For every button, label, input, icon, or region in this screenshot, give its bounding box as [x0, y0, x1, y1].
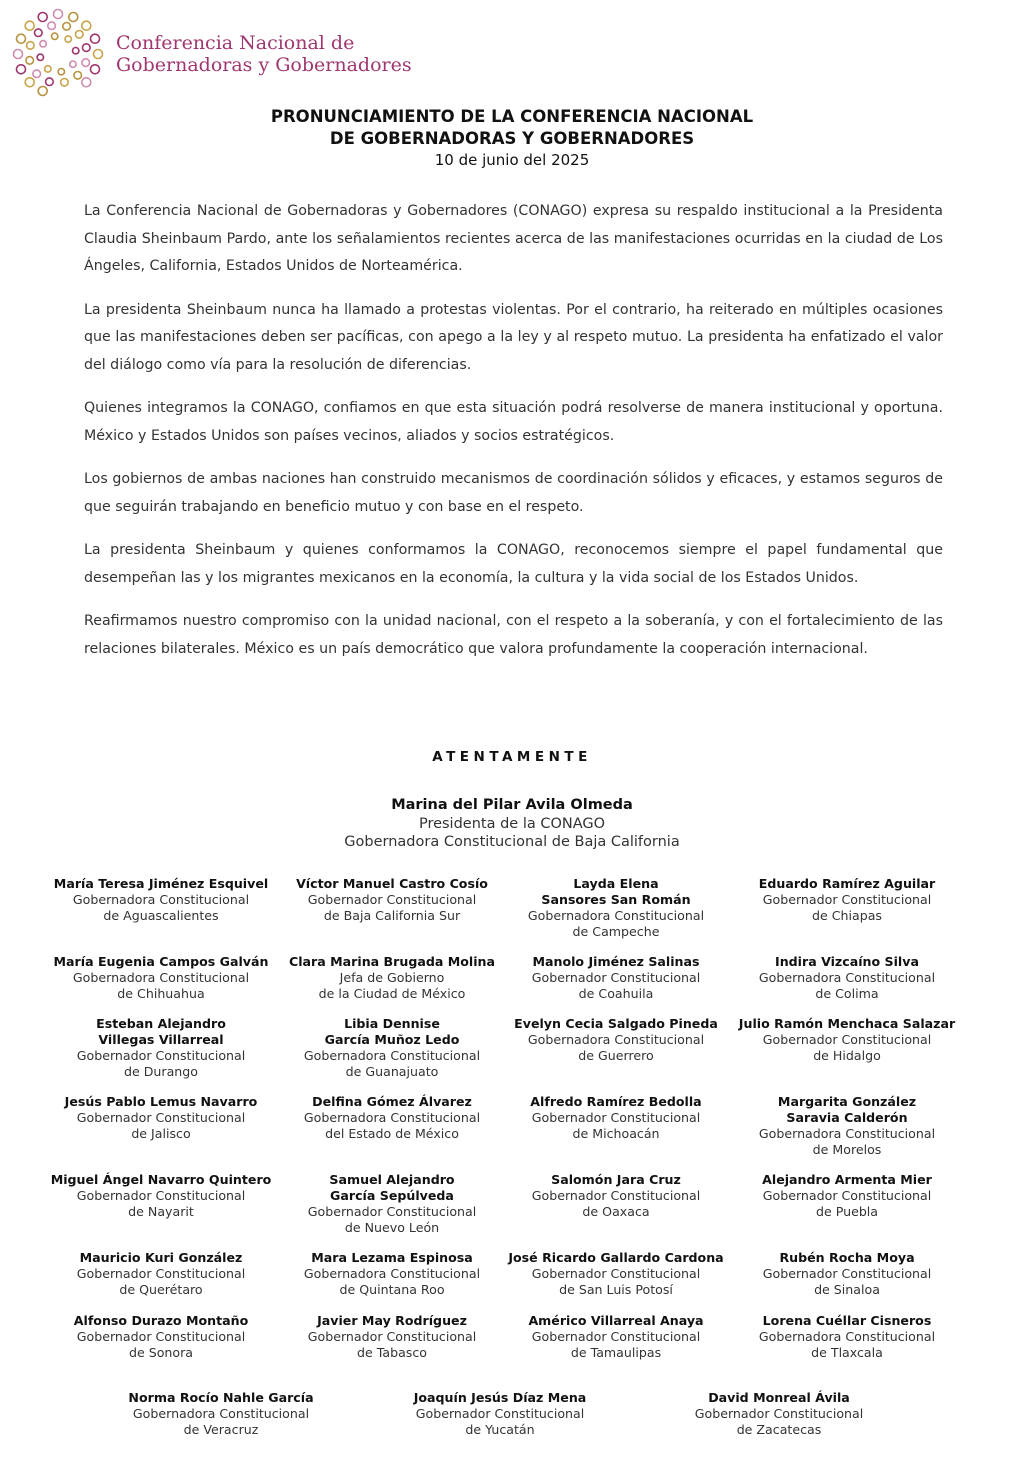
signatory: [717, 1313, 977, 1361]
signatory-role: Gobernadora Constitucional: [303, 1048, 481, 1063]
signatory-role: Gobernadora Constitucional: [303, 1266, 481, 1281]
signatory-role: de Morelos: [812, 1142, 882, 1157]
signatory: [31, 1172, 291, 1220]
signatory-name: Alfredo Ramírez Bedolla: [530, 1094, 702, 1109]
signatory-role: de Sinaloa: [814, 1282, 880, 1297]
signatory-role: Gobernadora Constitucional: [527, 1032, 705, 1047]
signatory: [262, 1250, 522, 1298]
signatory: [717, 1172, 977, 1220]
signatory-role: Gobernador Constitucional: [76, 1329, 246, 1344]
signatory-name: Jesús Pablo Lemus Navarro: [64, 1094, 258, 1109]
organization-name-line2: Gobernadoras y Gobernadores: [116, 54, 412, 76]
signatory-role: Gobernador Constitucional: [762, 1188, 932, 1203]
signatory-name: María Eugenia Campos Galván: [53, 954, 269, 969]
signatory: [31, 954, 291, 1002]
signatory-role: Gobernadora Constitucional: [758, 970, 936, 985]
signatory-name: García Sepúlveda: [330, 1188, 454, 1203]
signatory: [649, 1390, 909, 1438]
signatory: [31, 1016, 291, 1080]
signatory-role: Gobernador Constitucional: [531, 1188, 701, 1203]
signatory: [370, 1390, 630, 1438]
organization-name: [116, 32, 412, 76]
signatory-name: María Teresa Jiménez Esquivel: [53, 876, 269, 891]
signatory: [486, 1094, 746, 1142]
signatory-role: de Michoacán: [572, 1126, 660, 1141]
signatory: [486, 954, 746, 1002]
signatory-role: de Tlaxcala: [811, 1345, 883, 1360]
signatory: [486, 1016, 746, 1064]
signatory-role: de Veracruz: [183, 1422, 259, 1437]
signatory-role: de Chihuahua: [117, 986, 205, 1001]
president-signature: [0, 796, 1024, 851]
signatory-role: de Querétaro: [119, 1282, 203, 1297]
signatory: [717, 1016, 977, 1064]
signatory-role: de Colima: [815, 986, 879, 1001]
signatory-role: Gobernadora Constitucional: [758, 1329, 936, 1344]
signatory-role: Gobernador Constitucional: [762, 1032, 932, 1047]
signatory-role: de Quintana Roo: [339, 1282, 445, 1297]
conago-logo: [10, 6, 106, 102]
signatory-role: de Aguascalientes: [103, 908, 219, 923]
paragraph: La presidenta Sheinbaum y quienes conformamos la CONAGO, reconocemos siempre el papel fundamental que desempeñan las y los migrantes mexicanos en la economía, la cultura y la vida social de los Estados Unidos.: [84, 542, 943, 586]
president-state-role: Gobernadora Constitucional de Baja California: [344, 834, 680, 850]
signatory-name: David Monreal Ávila: [708, 1390, 850, 1405]
signatory-role: de Zacatecas: [736, 1422, 822, 1437]
paragraph: Reafirmamos nuestro compromiso con la unidad nacional, con el respeto a la soberanía, y con el fortalecimiento de las relaciones bilaterales. México es un país democrático que valora profundamente la cooperación internacional.: [84, 613, 943, 657]
signatory: [717, 1250, 977, 1298]
signatory-role: Gobernador Constitucional: [762, 1266, 932, 1281]
signatory-role: Gobernador Constitucional: [76, 1266, 246, 1281]
signatory-role: Gobernador Constitucional: [307, 892, 477, 907]
signatory-role: de Coahuila: [578, 986, 654, 1001]
signatory-role: de Nayarit: [128, 1204, 194, 1219]
signatory-role: Gobernadora Constitucional: [758, 1126, 936, 1141]
signatory-name: Evelyn Cecia Salgado Pineda: [514, 1016, 718, 1031]
signatory-name: Alfonso Durazo Montaño: [73, 1313, 249, 1328]
document-body: [84, 198, 943, 679]
signatory: [717, 876, 977, 924]
signatory-role: de Nuevo León: [344, 1220, 440, 1235]
signatory-role: Gobernadora Constitucional: [527, 908, 705, 923]
signatory-role: Gobernador Constitucional: [76, 1110, 246, 1125]
signatory-role: de Oaxaca: [582, 1204, 650, 1219]
signatory-name: José Ricardo Gallardo Cardona: [508, 1250, 724, 1265]
signatory: [31, 876, 291, 924]
signatory-role: Gobernador Constitucional: [531, 1266, 701, 1281]
signatory-name: Norma Rocío Nahle García: [128, 1390, 314, 1405]
signatory-role: Gobernador Constitucional: [531, 1110, 701, 1125]
signatory-role: de Hidalgo: [813, 1048, 881, 1063]
signatory-name: Delfina Gómez Álvarez: [312, 1094, 472, 1109]
signatory-role: Gobernadora Constitucional: [72, 892, 250, 907]
signatory: [717, 954, 977, 1002]
paragraph: La presidenta Sheinbaum nunca ha llamado a protestas violentas. Por el contrario, ha reiterado en múltiples ocasiones que las manifestaciones deben ser pacíficas, con apego a la ley y al respeto mutuo. La presidenta ha enfatizado el valor del diálogo como vía para la resolución de diferencias.: [84, 301, 943, 373]
signatory-name: Lorena Cuéllar Cisneros: [762, 1313, 932, 1328]
president-name: Marina del Pilar Avila Olmeda: [391, 797, 633, 813]
signatory: [262, 1016, 522, 1080]
signatory-role: de Sonora: [128, 1345, 194, 1360]
signatory: [486, 1250, 746, 1298]
signatory-name: Víctor Manuel Castro Cosío: [296, 876, 488, 891]
document-heading: [0, 106, 1024, 170]
signatory-role: de Campeche: [572, 924, 660, 939]
signatory-role: de Durango: [123, 1064, 198, 1079]
signatory-role: de Yucatán: [465, 1422, 535, 1437]
signatory-role: Gobernadora Constitucional: [132, 1406, 310, 1421]
signatory-role: de Tabasco: [357, 1345, 427, 1360]
signatory-name: Margarita González: [777, 1094, 917, 1109]
document-date: 10 de junio del 2025: [434, 151, 590, 169]
signatory-name: Rubén Rocha Moya: [779, 1250, 915, 1265]
signatory: [262, 1094, 522, 1142]
signatory-name: Joaquín Jesús Díaz Mena: [413, 1390, 587, 1405]
signatory-role: Gobernador Constitucional: [694, 1406, 864, 1421]
signatory-role: de la Ciudad de México: [318, 986, 466, 1001]
signatory-role: de Puebla: [815, 1204, 879, 1219]
signatory-role: Gobernadora Constitucional: [303, 1110, 481, 1125]
signatory-name: Samuel Alejandro: [329, 1172, 455, 1187]
signatory-name: Sansores San Román: [541, 892, 691, 907]
closing-salutation: ATENTAMENTE: [432, 749, 592, 765]
signatory: [31, 1313, 291, 1361]
signatory-role: Gobernador Constitucional: [531, 970, 701, 985]
signatory-role: Gobernador Constitucional: [762, 892, 932, 907]
signatory-name: Salomón Jara Cruz: [551, 1172, 681, 1187]
signatory-name: Julio Ramón Menchaca Salazar: [738, 1016, 956, 1031]
signatory-role: del Estado de México: [325, 1126, 459, 1141]
signatory-name: Eduardo Ramírez Aguilar: [758, 876, 936, 891]
signatory-name: Alejandro Armenta Mier: [762, 1172, 932, 1187]
signatory: [262, 876, 522, 924]
letterhead: [10, 6, 610, 102]
signatory: [262, 1313, 522, 1361]
signatory: [31, 1250, 291, 1298]
paragraph: Los gobiernos de ambas naciones han construido mecanismos de coordinación sólidos y eficaces, y estamos seguros de que seguirán trabajando en beneficio mutuo y con base en el respeto.: [84, 471, 943, 515]
signatory-name: Javier May Rodríguez: [317, 1313, 467, 1328]
signatory-role: de Jalisco: [131, 1126, 191, 1141]
signatory-role: de Guanajuato: [345, 1064, 439, 1079]
signatory-name: Libia Dennise: [344, 1016, 440, 1031]
signatory-name: Clara Marina Brugada Molina: [288, 954, 496, 969]
signatory-name: Américo Villarreal Anaya: [528, 1313, 704, 1328]
signatory: [31, 1094, 291, 1142]
signatory: [262, 1172, 522, 1236]
signatory-name: Layda Elena: [573, 876, 659, 891]
signatory-name: García Muñoz Ledo: [324, 1032, 460, 1047]
signatory-name: Esteban Alejandro: [96, 1016, 226, 1031]
signatory: [262, 954, 522, 1002]
paragraph: La Conferencia Nacional de Gobernadoras y Gobernadores (CONAGO) expresa su respaldo institucional a la Presidenta Claudia Sheinbaum Pardo, ante los señalamientos recientes acerca de las manifestaciones ocurridas en la ciudad de Los Ángeles, California, Estados Unidos de Norteamérica.: [84, 203, 943, 274]
document-title-line2: DE GOBERNADORAS Y GOBERNADORES: [329, 129, 695, 148]
signatory-role: Gobernador Constitucional: [307, 1204, 477, 1219]
document-title-line1: PRONUNCIAMIENTO DE LA CONFERENCIA NACIONAL: [270, 107, 754, 126]
signatory-name: Manolo Jiménez Salinas: [532, 954, 700, 969]
signatory: [486, 1313, 746, 1361]
signatory-role: Gobernador Constitucional: [76, 1048, 246, 1063]
signatory-role: Gobernador Constitucional: [531, 1329, 701, 1344]
signatory-role: Gobernadora Constitucional: [72, 970, 250, 985]
signatory-role: de Baja California Sur: [323, 908, 461, 923]
signatory-role: de San Luis Potosí: [559, 1282, 673, 1297]
signatory: [91, 1390, 351, 1438]
president-role: Presidenta de la CONAGO: [418, 816, 606, 832]
signatory-name: Saravia Calderón: [786, 1110, 908, 1125]
signatory-name: Indira Vizcaíno Silva: [775, 954, 919, 969]
signatory: [486, 1172, 746, 1220]
signatory: [486, 876, 746, 940]
signatory-name: Miguel Ángel Navarro Quintero: [50, 1172, 272, 1187]
signatory-name: Mauricio Kuri González: [79, 1250, 243, 1265]
signatory: [717, 1094, 977, 1158]
signatory-role: de Guerrero: [578, 1048, 654, 1063]
signatory-role: de Tamaulipas: [570, 1345, 662, 1360]
signatory-role: Gobernador Constitucional: [76, 1188, 246, 1203]
organization-name-line1: Conferencia Nacional de: [116, 32, 355, 54]
signatory-name: Villegas Villarreal: [98, 1032, 224, 1047]
signatory-role: de Chiapas: [811, 908, 882, 923]
signatory-name: Mara Lezama Espinosa: [311, 1250, 473, 1265]
signatory-role: Jefa de Gobierno: [339, 970, 445, 985]
signatory-role: Gobernador Constitucional: [307, 1329, 477, 1344]
paragraph: Quienes integramos la CONAGO, confiamos en que esta situación podrá resolverse de manera institucional y oportuna. México y Estados Unidos son países vecinos, aliados y socios estratégicos.: [84, 400, 943, 444]
signatory-role: Gobernador Constitucional: [415, 1406, 585, 1421]
